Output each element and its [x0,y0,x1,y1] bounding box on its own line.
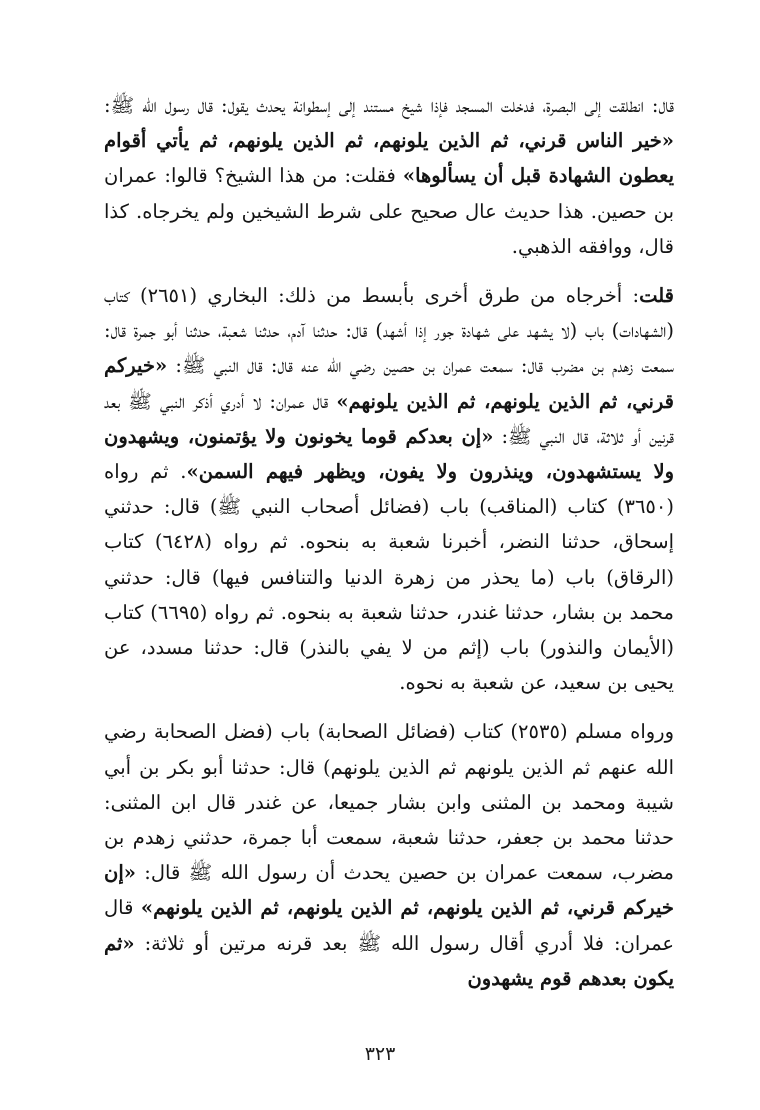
bold-text-segment: «ثم يكون بعدهم قوم يشهدون [104,931,674,990]
text-segment: . ثم رواه (٣٦٥٠) كتاب (المناقب) باب (فضائل أصحاب النبي ﷺ) قال: حدثني إسحاق، حدثنا النضر، أخبرنا شعبة به بنحوه. ثم رواه (٦٤٢٨) كتاب (الرقاق) باب (ما يحذر من زهرة الدنيا والتنافس فيها) قال: حدثني محمد بن بشار، حدثنا غندر، حدثنا شعبة به بنحوه. ثم رواه (٦٦٩٥) كتاب (الأيمان والنذور) باب (إثم من لا يفي بالنذر) قال: حدثنا مسدد، عن يحيى بن سعيد، عن شعبة به نحوه. [104,460,674,695]
bold-text-segment: «إن بعدكم قوما يخونون ولا يؤتمنون، ويشهدون ولا يستشهدون، وينذرون ولا يفون، ويظهر فيهم السمن» [104,424,675,484]
bold-text-segment: «إن خيركم قرني، ثم الذين يلونهم، ثم الذين يلونهم، ثم الذين يلونهم» [104,861,674,920]
text-segment: ورواه مسلم (٢٥٣٥) كتاب (فضائل الصحابة) باب (فضل الصحابة رضي الله عنهم ثم الذين يلونهم ثم الذين يلونهم) قال: حدثنا أبو بكر بن أبي شيبة ومحمد بن المثنى وابن بشار جميعا، عن غندر قال ابن المثنى: حدثنا محمد بن جعفر، حدثنا شعبة، سمعت أبا جمرة، حدثني زهدم بن مضرب، سمعت عمران بن حصين يحدث أن رسول الله ﷺ قال: [104,720,674,885]
paragraph-bukhari-routes [104,278,674,700]
bold-text-segment: «خير الناس قرني، ثم الذين يلونهم، ثم الذين يلونهم، ثم يأتي أقوام يعطون الشهادة قبل أن يسألوها» [104,129,674,188]
text-segment: : أخرجاه من طرق أخرى بأبسط من ذلك: البخاري (٢٦٥١) كتاب (الشهادات) باب (لا يشهد على شهادة جور إذا أشهد) قال: حدثنا آدم، حدثنا شعبة، حدثنا أبو جمرة قال: سمعت زهدم بن مضرب قال: سمعت عمران بن حصين رضي الله عنه قال: قال النبي ﷺ: [104,284,674,378]
paragraph-hakim-comment [104,88,674,264]
text-segment: قال: انطلقت إلى البصرة، فدخلت المسجد فإذا شيخ مستند إلى إسطوانة يحدث يقول: قال رسول الله ﷺ: [104,94,674,117]
bold-text-segment: قلت [639,284,674,308]
book-page [104,88,674,1110]
text-segment: قال عمران: فلا أدري أقال رسول الله ﷺ بعد قرنه مرتين أو ثلاثة: [104,896,674,955]
bold-text-segment: «خيركم قرني، ثم الذين يلونهم، ثم الذين يلونهم» [104,354,674,413]
page-number: ٣٢٣ [364,1043,396,1065]
text-segment: قال عمران: لا أدري أذكر النبي ﷺ بعد قرنين أو ثلاثة، قال النبي ﷺ: [104,389,674,448]
text-segment: فقلت: من هذا الشيخ؟ قالوا: عمران بن حصين. هذا حديث عال صحيح على شرط الشيخين ولم يخرجاه. كذا قال، ووافقه الذهبي. [104,164,674,258]
paragraph-muslim-route [104,714,674,996]
